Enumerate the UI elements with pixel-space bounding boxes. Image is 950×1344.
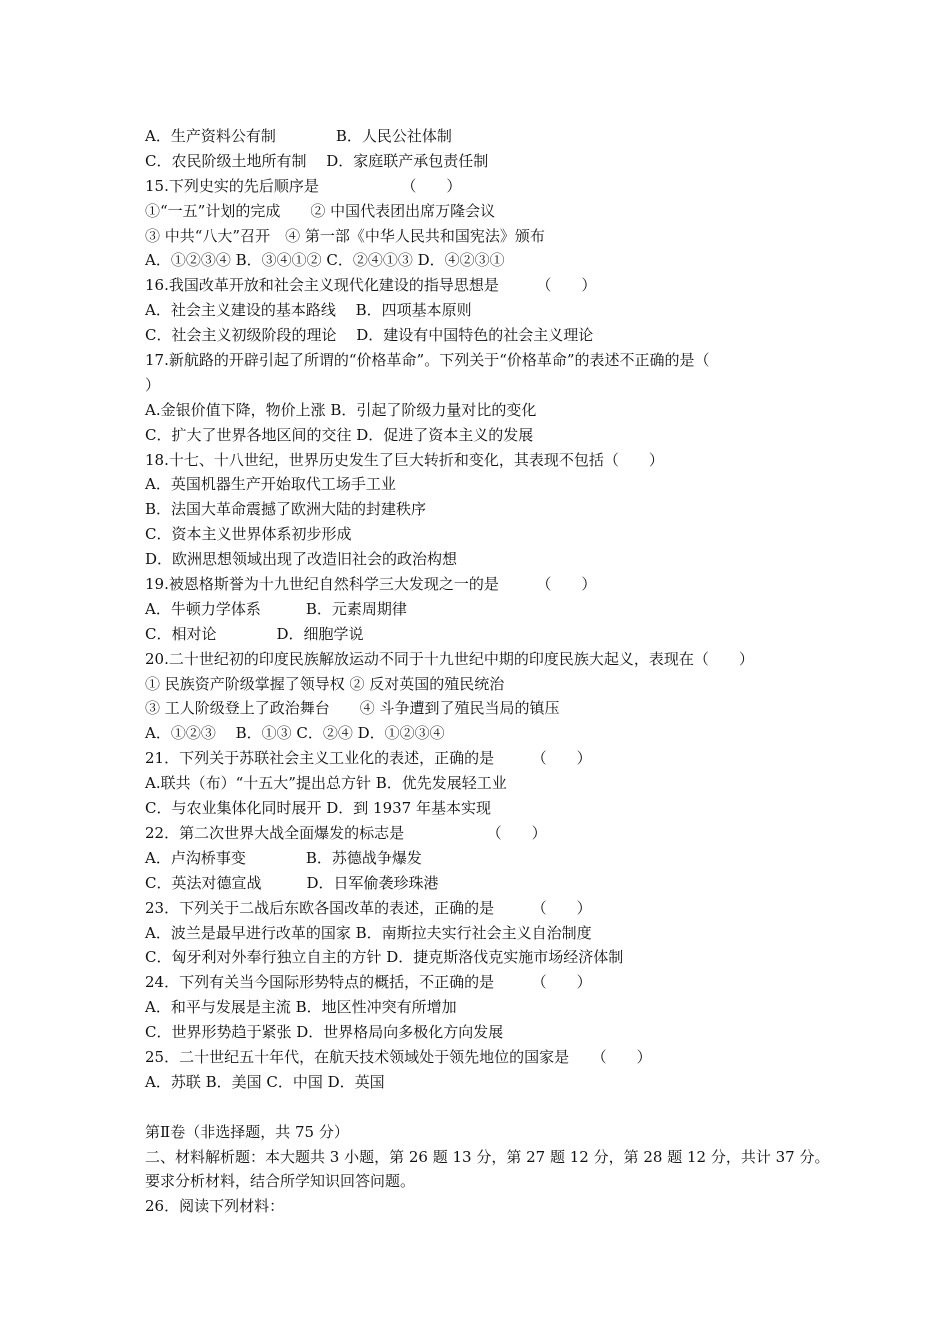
section-instructions: 二、材料解析题：本大题共 3 小题，第 26 题 13 分，第 27 题 12 分，第 28 题 12 分，共计 37 分。 [145, 1147, 830, 1166]
text-line: C．农民阶级土地所有制 D．家庭联产承包责任制 [145, 151, 489, 170]
question-16: 16.我国改革开放和社会主义现代化建设的指导思想是 （ ） [145, 276, 597, 295]
question-19: 19.被恩格斯誉为十九世纪自然科学三大发现之一的是 （ ） [145, 575, 597, 594]
question-20: 20.二十世纪初的印度民族解放运动不同于十九世纪中期的印度民族大起义，表现在（ ） [145, 649, 754, 668]
question-24: 24．下列有关当今国际形势特点的概括，不正确的是 （ ） [145, 973, 592, 992]
question-21: 21．下列关于苏联社会主义工业化的表述，正确的是 （ ） [145, 749, 592, 768]
text-line: A.联共（布）“十五大”提出总方针 B．优先发展轻工业 [145, 774, 507, 793]
text-line: A．苏联 B．美国 C．中国 D．英国 [145, 1072, 385, 1091]
text-line: A．英国机器生产开始取代工场手工业 [145, 475, 396, 494]
text-line: C．世界形势趋于紧张 D．世界格局向多极化方向发展 [145, 1023, 504, 1042]
text-line: ③ 中共“八大”召开 ④ 第一部《中华人民共和国宪法》颁布 [145, 226, 545, 245]
text-line: A．牛顿力学体系 B．元素周期律 [145, 599, 407, 618]
exam-page [145, 124, 845, 1219]
text-line: A．波兰是最早进行改革的国家 B．南斯拉夫实行社会主义自治制度 [145, 923, 592, 942]
text-line: A．①②③④ B．③④①② C．②④①③ D．④②③① [145, 251, 505, 270]
text-line: C．英法对德宣战 D．日军偷袭珍珠港 [145, 873, 439, 892]
question-18: 18.十七、十八世纪，世界历史发生了巨大转折和变化，其表现不包括（ ） [145, 450, 664, 469]
question-22: 22．第二次世界大战全面爆发的标志是 （ ） [145, 823, 547, 842]
text-line: A.金银价值下降，物价上涨 B．引起了阶级力量对比的变化 [145, 400, 537, 419]
blank-line [145, 1095, 845, 1120]
text-line: A．卢沟桥事变 B．苏德战争爆发 [145, 848, 422, 867]
question-23: 23．下列关于二战后东欧各国改革的表述，正确的是 （ ） [145, 898, 592, 917]
text-line: C．资本主义世界体系初步形成 [145, 525, 352, 544]
question-15: 15.下列史实的先后顺序是 （ ） [145, 176, 462, 195]
text-line: ③ 工人阶级登上了政治舞台 ④ 斗争遭到了殖民当局的镇压 [145, 699, 560, 718]
question-26: 26．阅读下列材料： [145, 1197, 285, 1216]
text-line: C．匈牙利对外奉行独立自主的方针 D．捷克斯洛伐克实施市场经济体制 [145, 948, 624, 967]
text-line: A．①②③ B．①③ C．②④ D．①②③④ [145, 724, 445, 743]
text-line: ① 民族资产阶级掌握了领导权 ② 反对英国的殖民统治 [145, 674, 505, 693]
text-line: ） [145, 375, 161, 394]
text-line: 要求分析材料，结合所学知识回答问题。 [145, 1172, 416, 1191]
text-line: ①“一五”计划的完成 ② 中国代表团出席万隆会议 [145, 201, 496, 220]
question-25: 25．二十世纪五十年代，在航天技术领域处于领先地位的国家是 （ ） [145, 1047, 652, 1066]
text-line: D．欧洲思想领域出现了改造旧社会的政治构想 [145, 550, 458, 569]
text-line: B．法国大革命震撼了欧洲大陆的封建秩序 [145, 500, 427, 519]
section-heading: 第Ⅱ卷（非选择题，共 75 分） [145, 1122, 349, 1141]
text-line: A．社会主义建设的基本路线 B．四项基本原则 [145, 301, 472, 320]
text-line: A．生产资料公有制 B．人民公社体制 [145, 127, 452, 145]
text-line: C．与农业集体化同时展开 D．到 1937 年基本实现 [145, 799, 491, 818]
text-line: C．相对论 D．细胞学说 [145, 624, 364, 643]
question-17: 17.新航路的开辟引起了所谓的“价格革命”。下列关于“价格革命”的表述不正确的是（ [145, 351, 710, 370]
text-line: C．社会主义初级阶段的理论 D．建设有中国特色的社会主义理论 [145, 326, 594, 345]
text-line: C．扩大了世界各地区间的交往 D．促进了资本主义的发展 [145, 425, 534, 444]
text-line: A．和平与发展是主流 B．地区性冲突有所增加 [145, 998, 457, 1017]
